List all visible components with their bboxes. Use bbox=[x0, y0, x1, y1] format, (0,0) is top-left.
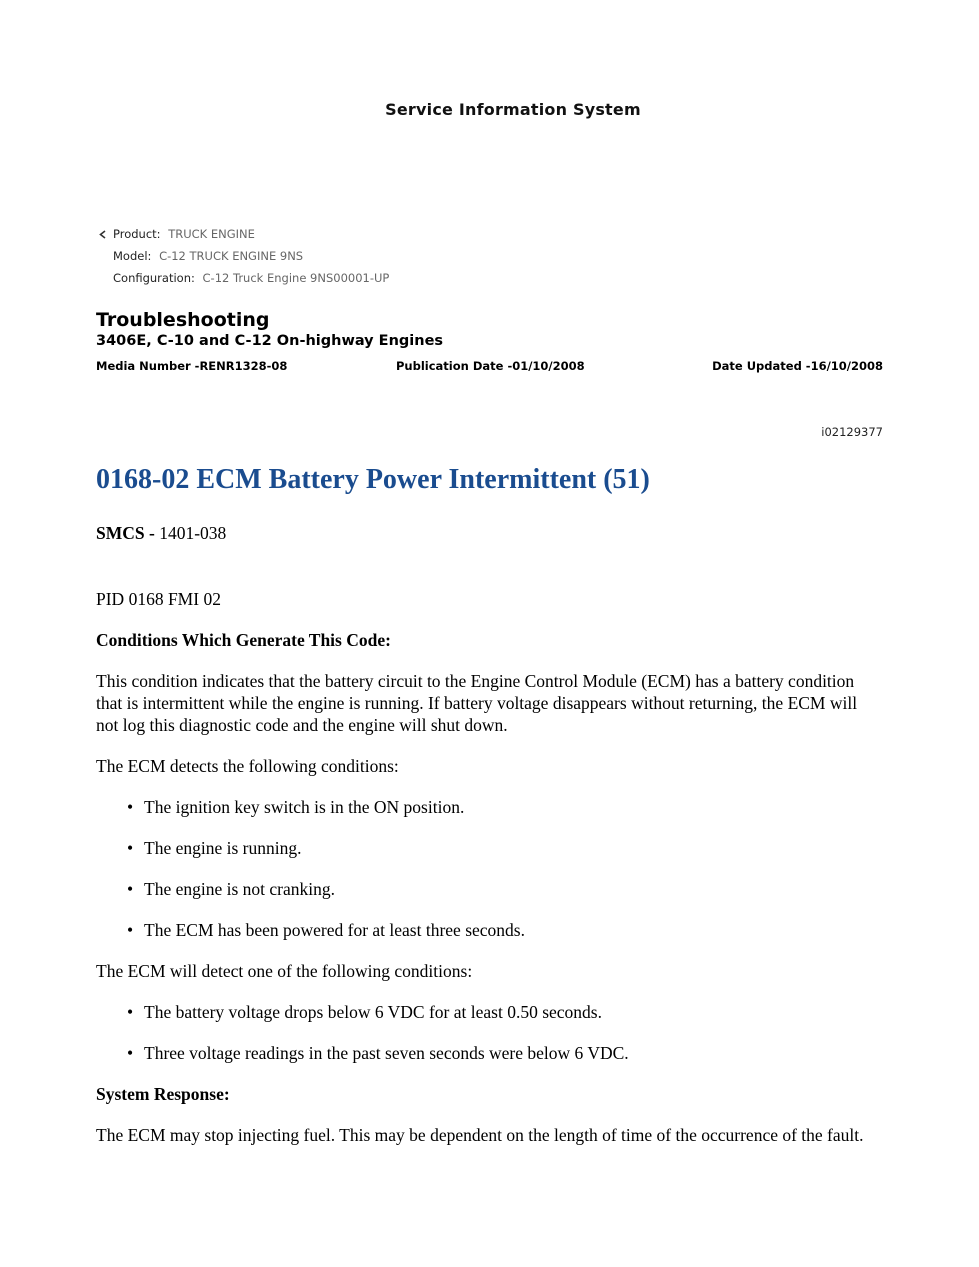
smcs-value: 1401-038 bbox=[159, 523, 227, 543]
model-row bbox=[96, 245, 389, 267]
document-body bbox=[96, 522, 883, 1165]
smcs-label: SMCS - bbox=[96, 523, 155, 543]
smcs-line bbox=[96, 522, 883, 544]
list-item-text: The engine is running. bbox=[144, 838, 302, 858]
product-value: TRUCK ENGINE bbox=[168, 227, 255, 241]
model-label: Model: bbox=[113, 249, 152, 263]
list-item bbox=[96, 837, 883, 859]
bullet-icon: • bbox=[127, 838, 134, 858]
list-item bbox=[96, 878, 883, 900]
bullet-icon: • bbox=[127, 920, 134, 940]
detects-list bbox=[96, 796, 883, 941]
bullet-icon: • bbox=[127, 1002, 134, 1022]
chevron-left-icon[interactable] bbox=[96, 223, 108, 245]
product-row bbox=[96, 223, 389, 245]
list-item bbox=[96, 1001, 883, 1023]
bullet-icon: • bbox=[127, 1043, 134, 1063]
system-title: Service Information System bbox=[385, 100, 641, 119]
product-info bbox=[96, 223, 389, 289]
response-paragraph: The ECM may stop injecting fuel. This may be dependent on the length of time of the occurrence of the fault. bbox=[96, 1125, 864, 1145]
bullet-icon: • bbox=[127, 797, 134, 817]
media-number: Media Number -RENR1328-08 bbox=[96, 359, 288, 373]
conditions-paragraph: This condition indicates that the battery circuit to the Engine Control Module (ECM) has a battery condition that is intermittent while the engine is running. If battery voltage disappears without returning, the ECM will not log this diagnostic code and the engine will shut down. bbox=[96, 671, 858, 735]
document-type: Troubleshooting bbox=[96, 309, 270, 331]
page-title: 0168-02 ECM Battery Power Intermittent (51) bbox=[96, 464, 650, 495]
list-item bbox=[96, 1042, 883, 1064]
will-detect-list bbox=[96, 1001, 883, 1064]
list-item bbox=[96, 919, 883, 941]
list-item-text: The ECM has been powered for at least three seconds. bbox=[144, 920, 525, 940]
list-item-text: The ignition key switch is in the ON position. bbox=[144, 797, 465, 817]
document-subtitle: 3406E, C-10 and C-12 On-highway Engines bbox=[96, 333, 444, 349]
conditions-heading: Conditions Which Generate This Code: bbox=[96, 630, 391, 650]
document-id: i02129377 bbox=[821, 425, 883, 439]
response-heading: System Response: bbox=[96, 1084, 230, 1104]
list-item bbox=[96, 796, 883, 818]
configuration-value: C-12 Truck Engine 9NS00001-UP bbox=[202, 271, 390, 285]
pid-line: PID 0168 FMI 02 bbox=[96, 589, 221, 609]
list-item-text: Three voltage readings in the past seven seconds were below 6 VDC. bbox=[144, 1043, 629, 1063]
model-value: C-12 TRUCK ENGINE 9NS bbox=[159, 249, 304, 263]
publication-date: Publication Date -01/10/2008 bbox=[396, 359, 585, 373]
bullet-icon: • bbox=[127, 879, 134, 899]
list-item-text: The battery voltage drops below 6 VDC for at least 0.50 seconds. bbox=[144, 1002, 602, 1022]
will-detect-intro: The ECM will detect one of the following conditions: bbox=[96, 961, 473, 981]
detects-intro: The ECM detects the following conditions: bbox=[96, 756, 399, 776]
product-label: Product: bbox=[113, 227, 161, 241]
configuration-label: Configuration: bbox=[113, 271, 195, 285]
list-item-text: The engine is not cranking. bbox=[144, 879, 335, 899]
configuration-row bbox=[96, 267, 389, 289]
date-updated: Date Updated -16/10/2008 bbox=[712, 359, 883, 373]
